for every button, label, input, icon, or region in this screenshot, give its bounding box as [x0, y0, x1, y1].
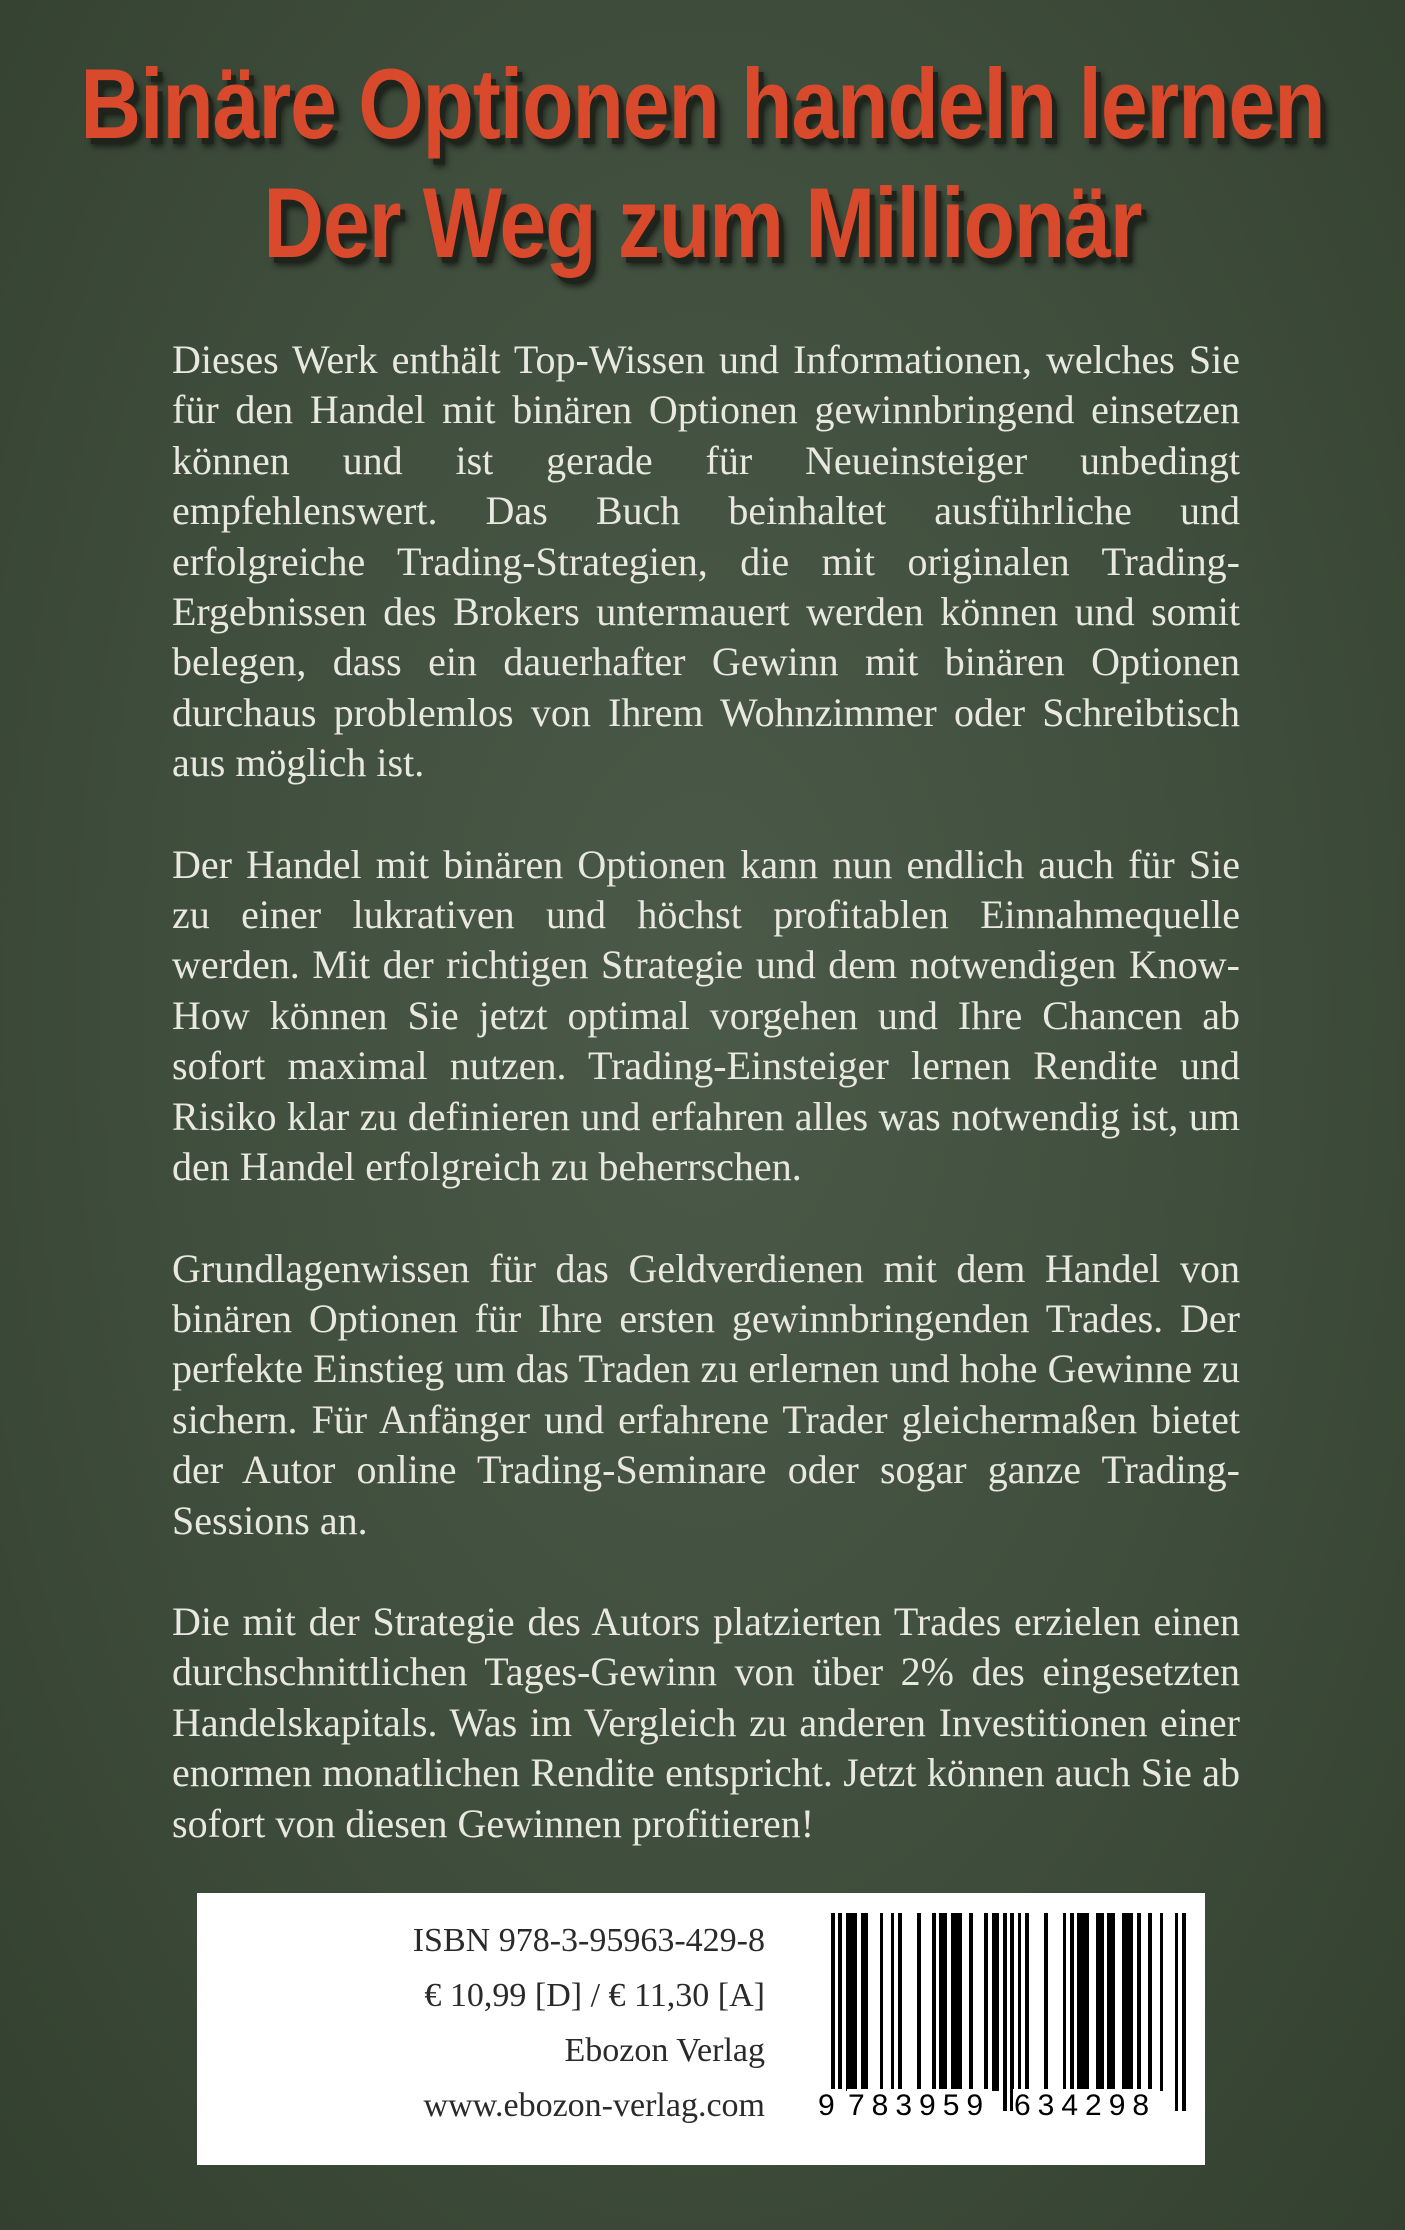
publisher-website: www.ebozon-verlag.com [423, 2087, 765, 2124]
barcode-digits [817, 2089, 1187, 2129]
paragraph-2: Der Handel mit binären Optionen kann nun endlich auch für Sie zu einer lukrativen und höchst profitablen Einnahmequelle werden. Mit der richtigen Strategie und dem notwendigen Know-How können Sie jetzt optimal vorgehen und Ihre Chancen ab sofort maximal nutzen. Trading-Einsteiger lernen Rendite und Risiko klar zu definieren und erfahren alles was notwendig ist, um den Handel erfolgreich zu beherrschen. [172, 841, 1240, 1190]
barcode-digits-left: 783959 [848, 2089, 991, 2122]
barcode-module [1182, 1913, 1186, 2111]
blurb-text [172, 335, 1240, 1849]
cover-title [0, 48, 1405, 279]
barcode-digit-first: 9 [818, 2089, 842, 2122]
publisher-name: Ebozon Verlag [564, 2032, 765, 2069]
barcode [817, 1913, 1187, 2122]
isbn-text: ISBN 978-3-95963-429-8 [412, 1922, 765, 1959]
barcode-bars [831, 1913, 1187, 2106]
price-text: € 10,99 [D] / € 11,30 [A] [424, 1977, 765, 2014]
publication-info [197, 1913, 765, 2133]
title-line-1: Binäre Optionen handeln lernen [80, 48, 1325, 160]
isbn-info-box [197, 1893, 1205, 2165]
title-line-2: Der Weg zum Millionär [263, 167, 1142, 279]
paragraph-1: Dieses Werk enthält Top-Wissen und Informationen, welches Sie für den Handel mit binären Optionen gewinnbringend einsetzen können und ist gerade für Neueinsteiger unbedingt empfehlenswert. Das Buch beinhaltet ausführliche und erfolgreiche Trading-Strategien, die mit originalen Trading-Ergebnissen des Brokers untermauert werden können und somit belegen, dass ein dauerhafter Gewinn mit binären Optionen durchaus problemlos von Ihrem Wohnzimmer oder Schreibtisch aus möglich ist. [172, 337, 1240, 786]
paragraph-4: Die mit der Strategie des Autors platzierten Trades erzielen einen durchschnittlichen Tages-Gewinn von über 2% des eingesetzten Handelskapitals. Was im Vergleich zu anderen Investitionen einer enormen monatlichen Rendite entspricht. Jetzt können auch Sie ab sofort von diesen Gewinnen profitieren! [172, 1598, 1240, 1846]
paragraph-3: Grundlagenwissen für das Geldverdienen mit dem Handel von binären Optionen für Ihre ersten gewinnbringenden Trades. Der perfekte Einstieg um das Traden zu erlernen und hohe Gewinne zu sichern. Für Anfänger und erfahrene Trader gleichermaßen bietet der Autor online Trading-Seminare oder sogar ganze Trading-Sessions an. [172, 1245, 1240, 1543]
barcode-digits-right: 634298 [1014, 2089, 1157, 2122]
